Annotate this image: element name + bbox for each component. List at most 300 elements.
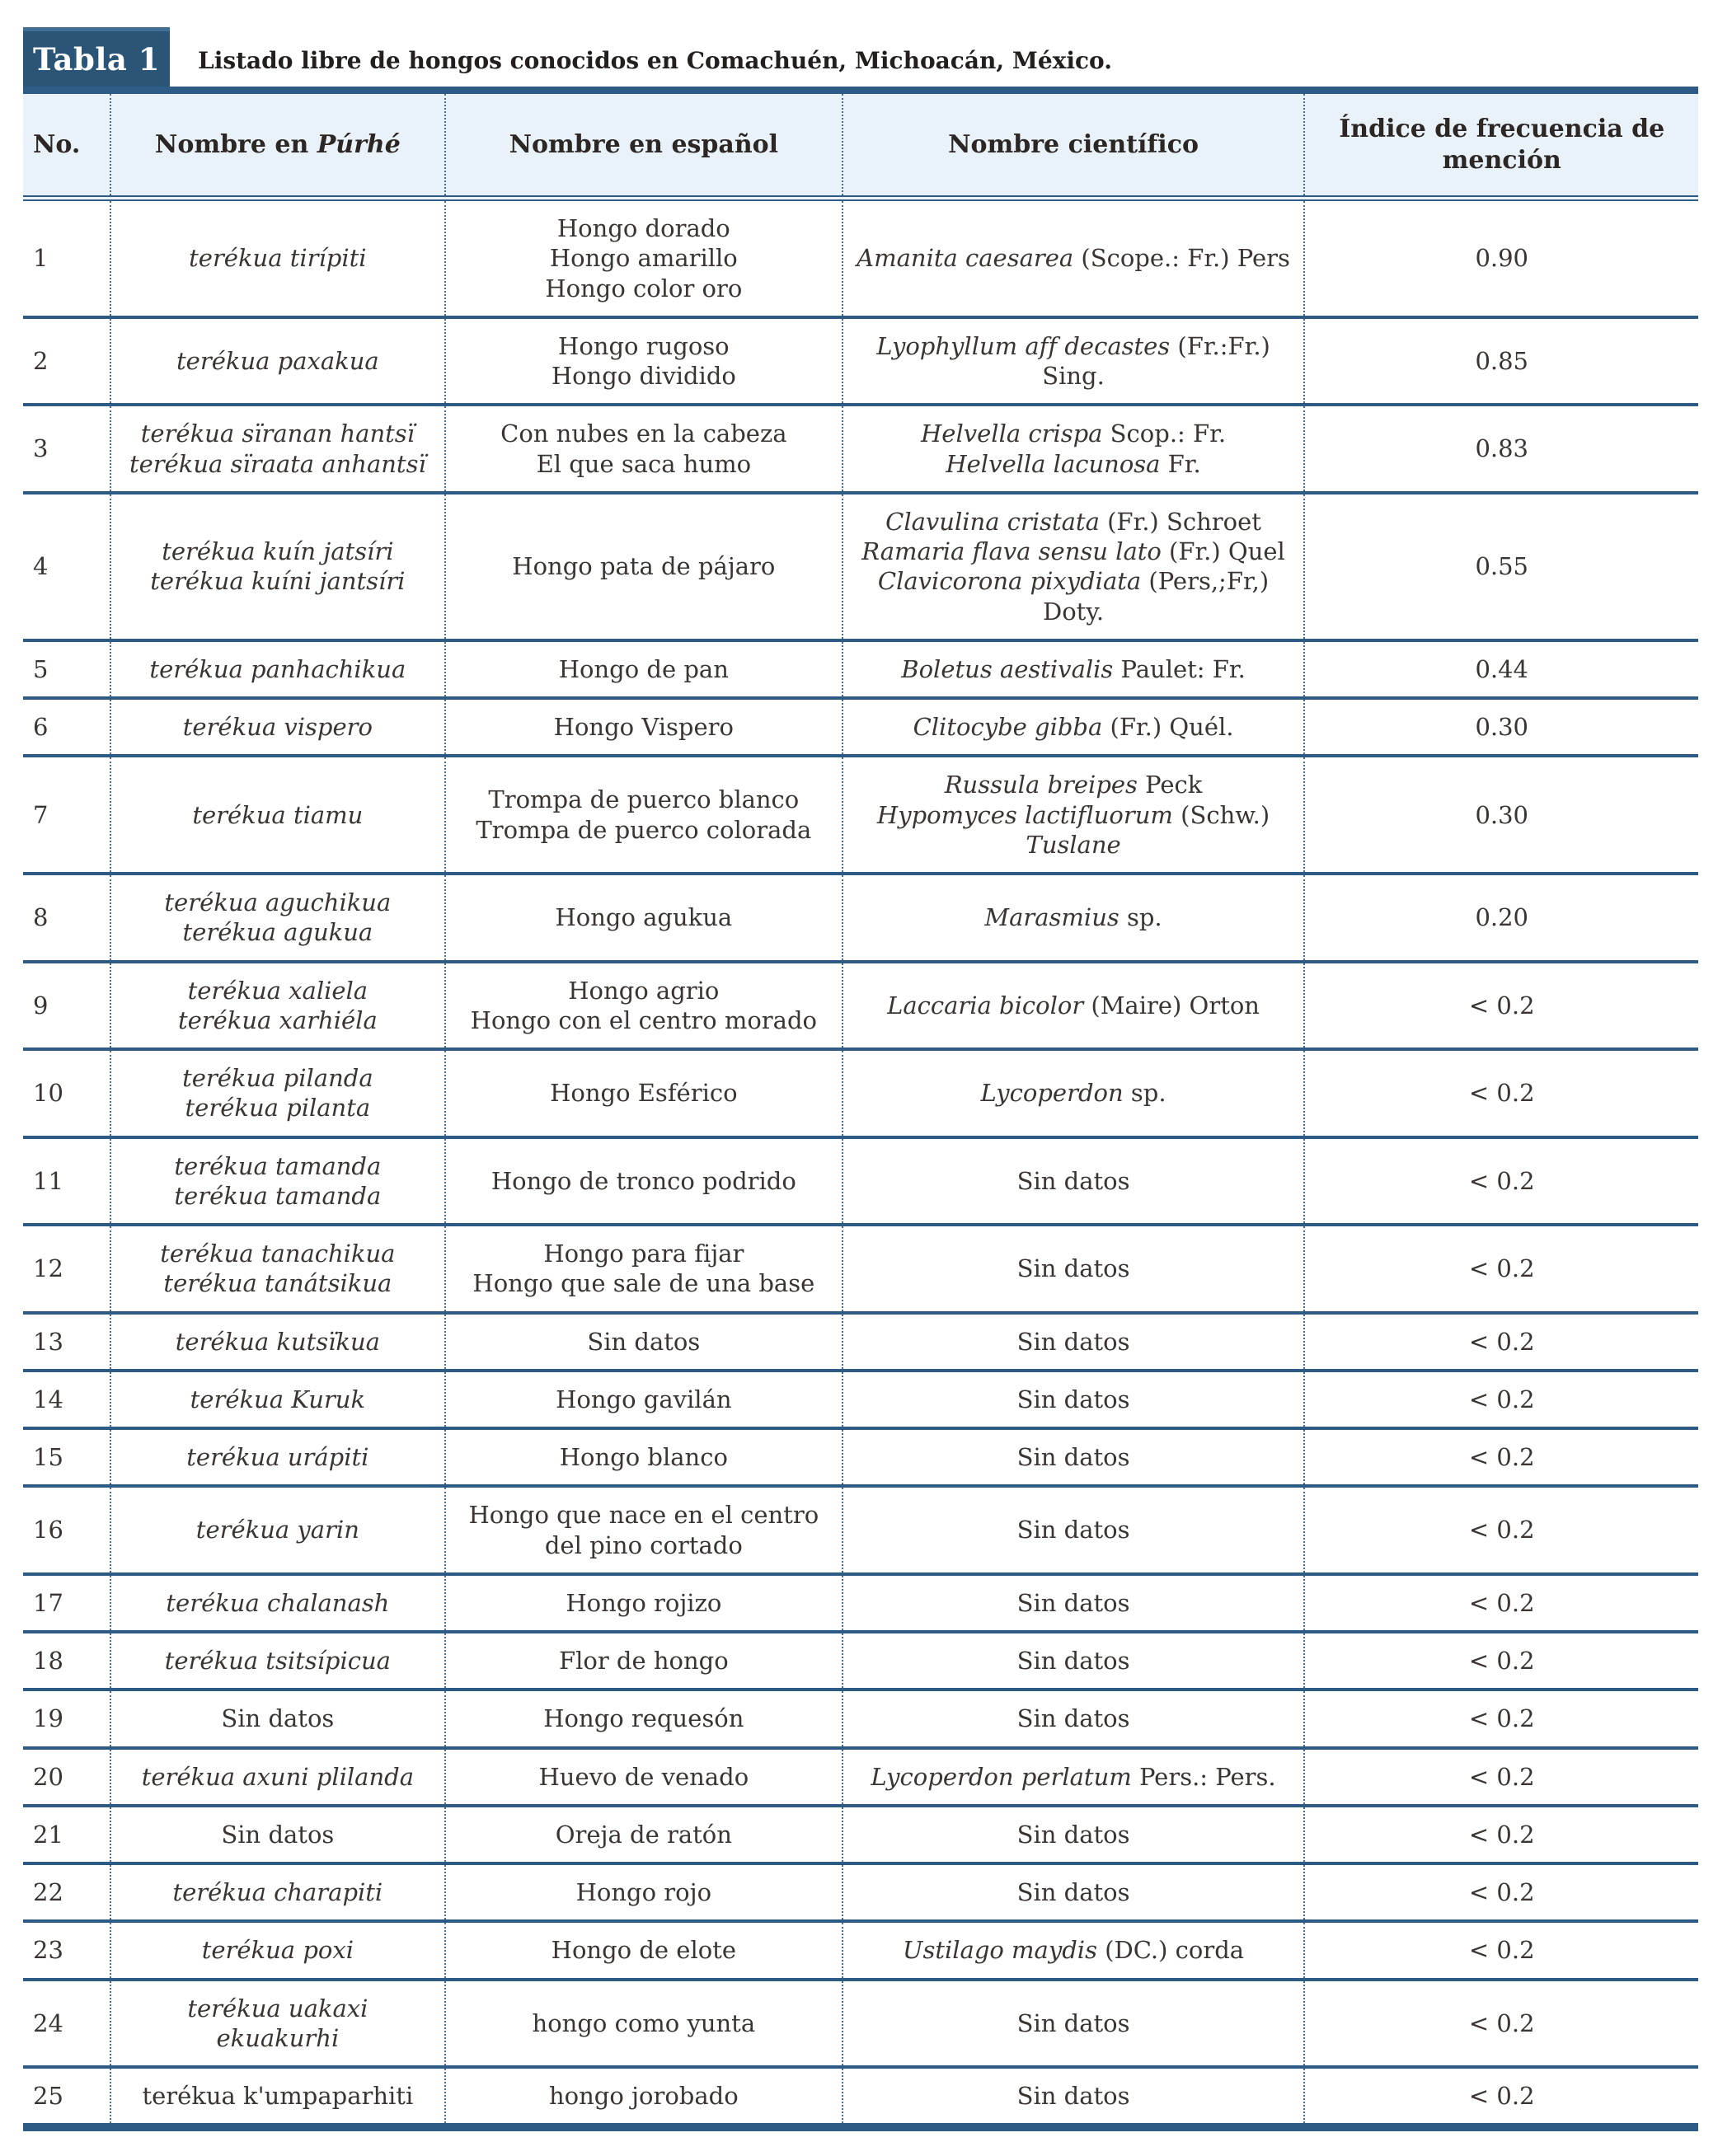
- text-segment: (DC.) corda: [1096, 1936, 1245, 1965]
- cell-line: [123, 888, 433, 917]
- cell-indice: 0.85: [1304, 317, 1698, 405]
- italic-text-segment: terékua poxi: [201, 1936, 354, 1965]
- cell-indice: < 0.2: [1304, 1690, 1698, 1747]
- cell-indice: < 0.2: [1304, 1632, 1698, 1690]
- cell-purhe: [110, 1225, 445, 1313]
- italic-text-segment: Ramaria flava sensu lato: [861, 537, 1162, 565]
- text-segment: Hongo dividido: [551, 362, 736, 390]
- cell-line: [33, 129, 98, 161]
- cell-espanol: [445, 874, 843, 962]
- cell-espanol: [445, 405, 843, 493]
- cell-cientifico: [843, 698, 1305, 756]
- cell-line: [123, 1877, 433, 1907]
- cell-no: 16: [33, 1516, 63, 1544]
- text-segment: Hongo con el centro morado: [470, 1005, 817, 1034]
- cell-line: [458, 1646, 830, 1676]
- cell-line: [123, 346, 433, 376]
- cell-line: [123, 654, 433, 684]
- cell-purhe: [110, 874, 445, 962]
- cell-cientifico: [843, 317, 1305, 405]
- cell-cientifico: [843, 1574, 1305, 1632]
- cell-indice: < 0.2: [1304, 1428, 1698, 1486]
- cell-cientifico: [843, 1428, 1305, 1486]
- cell-no: 2: [33, 346, 49, 375]
- cell-no: 24: [33, 2008, 63, 2037]
- cell-line: [458, 976, 830, 1005]
- text-segment: Hongo agukua: [555, 903, 733, 932]
- cell-line: [855, 1078, 1293, 1108]
- text-segment: sp.: [1119, 903, 1162, 932]
- text-segment: Fr.: [1160, 449, 1201, 478]
- text-segment: Trompa de puerco colorada: [476, 815, 812, 844]
- cell-indice: 0.44: [1304, 640, 1698, 698]
- italic-text-segment: terékua pilanda: [182, 1064, 373, 1092]
- cell-line: [123, 449, 433, 479]
- text-segment: Hongo Vispero: [553, 713, 734, 741]
- text-segment: Hongo Esférico: [550, 1079, 738, 1108]
- cell-purhe: [110, 317, 445, 405]
- cell-no: 6: [33, 713, 49, 741]
- cell-line: [855, 712, 1293, 742]
- cell-line: [123, 1994, 433, 2054]
- cell-espanol: [445, 317, 843, 405]
- cell-cientifico: [843, 1313, 1305, 1371]
- text-segment: Flor de hongo: [558, 1647, 729, 1675]
- cell-line: [458, 1704, 830, 1733]
- cell-no: 22: [33, 1878, 63, 1906]
- cell-cientifico: [843, 1806, 1305, 1863]
- cell-line: [458, 551, 830, 581]
- text-segment: Huevo de venado: [538, 1762, 749, 1791]
- table-row: [23, 1980, 1698, 2068]
- cell-espanol: [445, 1137, 843, 1226]
- cell-espanol: [445, 1371, 843, 1428]
- table-number-label: Tabla 1: [33, 40, 160, 77]
- cell-indice: < 0.2: [1304, 1806, 1698, 1863]
- text-segment: Scop.: Fr.: [1102, 419, 1227, 448]
- cell-espanol: [445, 640, 843, 698]
- cell-line: [123, 2081, 433, 2111]
- cell-line: [458, 2081, 830, 2111]
- text-segment: Sin datos: [1016, 1254, 1130, 1283]
- cell-line: [123, 1151, 433, 1181]
- cell-line: [458, 1588, 830, 1618]
- cell-line: [855, 507, 1293, 537]
- cell-line: [458, 1935, 830, 1965]
- cell-indice: < 0.2: [1304, 2067, 1698, 2127]
- cell-purhe: [110, 405, 445, 493]
- cell-indice: < 0.2: [1304, 962, 1698, 1050]
- cell-cientifico: [843, 1049, 1305, 1137]
- mushroom-names-table: [23, 87, 1698, 2131]
- cell-indice: 0.55: [1304, 493, 1698, 640]
- text-segment: Sin datos: [221, 1704, 335, 1733]
- cell-line: [855, 1442, 1293, 1472]
- text-segment: del pino cortado: [544, 1530, 743, 1559]
- italic-text-segment: terékua tamanda: [174, 1181, 382, 1210]
- cell-line: [855, 537, 1293, 566]
- table-row: [23, 1690, 1698, 1747]
- cell-purhe: [110, 962, 445, 1050]
- italic-text-segment: Laccaria bicolor: [887, 991, 1084, 1019]
- cell-line: [123, 1063, 433, 1093]
- text-segment: Hongo de pan: [558, 654, 729, 683]
- text-segment: hongo como yunta: [532, 2008, 756, 2037]
- cell-line: [855, 770, 1293, 799]
- italic-text-segment: Amanita caesarea: [857, 244, 1074, 273]
- cell-line: [123, 1762, 433, 1792]
- text-segment: (Fr.:Fr.) Sing.: [1042, 331, 1270, 390]
- italic-text-segment: Lyophyllum aff decastes: [876, 331, 1171, 360]
- italic-text-segment: terékua kuín jatsíri: [162, 537, 394, 565]
- text-segment: No.: [33, 129, 81, 159]
- text-segment: (Fr.) Quél.: [1102, 713, 1234, 741]
- cell-line: [123, 1588, 433, 1618]
- cell-line: [855, 129, 1293, 161]
- text-segment: El que saca humo: [536, 449, 752, 478]
- table-row: [23, 874, 1698, 962]
- italic-text-segment: Helvella lacunosa: [946, 449, 1161, 478]
- text-segment: Hongo amarillo: [549, 244, 738, 273]
- table-row: [23, 2067, 1698, 2127]
- cell-line: [1317, 114, 1687, 176]
- cell-line: [855, 902, 1293, 932]
- cell-line: [458, 1166, 830, 1196]
- cell-indice: 0.30: [1304, 698, 1698, 756]
- italic-text-segment: terékua axuni plilanda: [141, 1762, 414, 1791]
- header-row: [23, 91, 1698, 199]
- cell-espanol: [445, 1690, 843, 1747]
- text-segment: (Fr.) Schroet: [1099, 507, 1261, 536]
- cell-indice: < 0.2: [1304, 1371, 1698, 1428]
- cell-line: [123, 566, 433, 596]
- text-segment: Nombre en: [154, 129, 317, 159]
- cell-line: [123, 1515, 433, 1544]
- cell-line: [123, 1820, 433, 1849]
- italic-text-segment: Lycoperdon perlatum: [871, 1762, 1132, 1791]
- italic-text-segment: terékua tamanda: [174, 1151, 382, 1180]
- table-row: [23, 698, 1698, 756]
- cell-no: 11: [33, 1166, 63, 1195]
- text-segment: Pers.: Pers.: [1131, 1762, 1276, 1791]
- cell-espanol: [445, 1632, 843, 1690]
- table-row: [23, 317, 1698, 405]
- text-segment: (Scope.: Fr.) Pers: [1073, 244, 1290, 273]
- cell-espanol: [445, 1806, 843, 1863]
- cell-line: [123, 1385, 433, 1414]
- cell-purhe: [110, 756, 445, 874]
- italic-text-segment: terékua tanátsikua: [163, 1269, 392, 1298]
- cell-espanol: [445, 1980, 843, 2068]
- table-row: [23, 1748, 1698, 1806]
- cell-line: [123, 712, 433, 742]
- cell-line: [123, 800, 433, 830]
- cell-no: 14: [33, 1385, 63, 1413]
- cell-cientifico: [843, 1371, 1305, 1428]
- cell-no: 19: [33, 1704, 63, 1733]
- cell-espanol: [445, 1748, 843, 1806]
- text-segment: sp.: [1123, 1079, 1166, 1108]
- cell-purhe: [110, 1806, 445, 1863]
- column-header-cientifico: [843, 91, 1305, 199]
- italic-text-segment: Marasmius: [984, 903, 1120, 932]
- cell-no: 8: [33, 903, 49, 932]
- text-segment: Hongo color oro: [545, 274, 743, 302]
- italic-text-segment: Clavulina cristata: [885, 507, 1100, 536]
- cell-espanol: [445, 1863, 843, 1921]
- cell-line: [458, 1820, 830, 1849]
- cell-line: [458, 1385, 830, 1414]
- cell-line: [855, 331, 1293, 391]
- table-row: [23, 405, 1698, 493]
- cell-line: [458, 1877, 830, 1907]
- cell-line: [458, 449, 830, 479]
- text-segment: Hongo gavilán: [556, 1385, 732, 1413]
- cell-no: 4: [33, 552, 49, 581]
- cell-no: 13: [33, 1327, 63, 1356]
- cell-line: [458, 815, 830, 845]
- cell-line: [123, 976, 433, 1005]
- cell-cientifico: [843, 1921, 1305, 1979]
- text-segment: Sin datos: [1016, 1516, 1130, 1544]
- italic-text-segment: terékua tsitsípicua: [164, 1647, 391, 1675]
- cell-espanol: [445, 1921, 843, 1979]
- cell-line: [855, 654, 1293, 684]
- italic-text-segment: Helvella crispa: [921, 419, 1103, 448]
- cell-no: 12: [33, 1254, 63, 1283]
- cell-purhe: [110, 1313, 445, 1371]
- column-header-espanol: [445, 91, 843, 199]
- text-segment: Trompa de puerco blanco: [488, 785, 800, 814]
- cell-no: 15: [33, 1443, 63, 1471]
- table-row: [23, 1371, 1698, 1428]
- cell-line: [123, 1327, 433, 1357]
- text-segment: Hongo dorado: [556, 214, 730, 242]
- cell-line: [123, 1093, 433, 1123]
- column-header-purhe: [110, 91, 445, 199]
- text-segment: Hongo que sale de una base: [472, 1269, 815, 1298]
- italic-text-segment: Lycoperdon: [980, 1079, 1124, 1108]
- text-segment: Oreja de ratón: [555, 1820, 732, 1849]
- cell-no: 10: [33, 1079, 63, 1108]
- table-row: [23, 1863, 1698, 1921]
- cell-line: [458, 129, 830, 161]
- cell-no: 1: [33, 244, 49, 273]
- cell-indice: 0.20: [1304, 874, 1698, 962]
- cell-espanol: [445, 698, 843, 756]
- cell-purhe: [110, 1371, 445, 1428]
- cell-indice: < 0.2: [1304, 1921, 1698, 1979]
- cell-line: [855, 1327, 1293, 1357]
- cell-espanol: [445, 1049, 843, 1137]
- cell-no: 23: [33, 1936, 63, 1965]
- cell-espanol: [445, 199, 843, 317]
- cell-line: [123, 1268, 433, 1298]
- cell-line: [855, 1820, 1293, 1849]
- cell-line: [123, 1935, 433, 1965]
- table-row: [23, 1225, 1698, 1313]
- text-segment: Sin datos: [1016, 1443, 1130, 1471]
- table-row: [23, 1486, 1698, 1574]
- italic-text-segment: terékua tirípiti: [189, 244, 367, 273]
- cell-line: [855, 1935, 1293, 1965]
- cell-line: [458, 1268, 830, 1298]
- cell-line: [855, 800, 1293, 830]
- italic-text-segment: terékua tanachikua: [160, 1240, 396, 1268]
- text-segment: Sin datos: [1016, 1878, 1130, 1906]
- cell-no: 21: [33, 1820, 63, 1849]
- column-header-no: [23, 91, 110, 199]
- cell-cientifico: [843, 1863, 1305, 1921]
- cell-indice: < 0.2: [1304, 1980, 1698, 2068]
- cell-line: [458, 1005, 830, 1035]
- italic-text-segment: terékua vispero: [182, 713, 373, 741]
- cell-line: [123, 1442, 433, 1472]
- text-segment: Sin datos: [587, 1327, 701, 1356]
- cell-line: [123, 537, 433, 566]
- table-number-tab: [23, 27, 170, 87]
- cell-line: [458, 274, 830, 303]
- cell-espanol: [445, 962, 843, 1050]
- text-segment: Índice de frecuencia de mención: [1339, 115, 1665, 175]
- cell-indice: < 0.2: [1304, 1486, 1698, 1574]
- cell-cientifico: [843, 199, 1305, 317]
- table-row: [23, 1574, 1698, 1632]
- table-row: [23, 199, 1698, 317]
- cell-purhe: [110, 1049, 445, 1137]
- cell-line: [458, 1500, 830, 1530]
- text-segment: Sin datos: [1016, 1166, 1130, 1195]
- cell-indice: < 0.2: [1304, 1863, 1698, 1921]
- cell-espanol: [445, 756, 843, 874]
- cell-line: [458, 331, 830, 361]
- cell-indice: < 0.2: [1304, 1225, 1698, 1313]
- table-row: [23, 756, 1698, 874]
- text-segment: Hongo para fijar: [543, 1240, 744, 1268]
- cell-line: [855, 2081, 1293, 2111]
- cell-line: [123, 129, 433, 161]
- italic-text-segment: terékua panhachikua: [149, 654, 406, 683]
- table-caption-band: [23, 27, 1698, 87]
- cell-cientifico: [843, 1690, 1305, 1747]
- italic-text-segment: terékua kutsïkua: [175, 1327, 380, 1356]
- cell-line: [123, 1704, 433, 1733]
- cell-line: [855, 1254, 1293, 1283]
- table-row: [23, 1632, 1698, 1690]
- table-row: [23, 1049, 1698, 1137]
- cell-line: [855, 1515, 1293, 1544]
- cell-purhe: [110, 1748, 445, 1806]
- italic-text-segment: Russula breipes: [944, 771, 1138, 799]
- cell-line: [458, 1762, 830, 1792]
- text-segment: Sin datos: [1016, 1647, 1130, 1675]
- text-segment: Hongo pata de pájaro: [512, 552, 776, 581]
- text-segment: Sin datos: [1016, 1820, 1130, 1849]
- cell-indice: 0.30: [1304, 756, 1698, 874]
- table-header: [23, 91, 1698, 199]
- cell-purhe: [110, 1921, 445, 1979]
- cell-indice: < 0.2: [1304, 1049, 1698, 1137]
- table-row: [23, 1806, 1698, 1863]
- text-segment: Sin datos: [221, 1820, 335, 1849]
- cell-purhe: [110, 1428, 445, 1486]
- italic-text-segment: terékua paxakua: [176, 346, 379, 375]
- italic-text-segment: terékua yarin: [195, 1516, 359, 1544]
- text-segment: Hongo que nace en el centro: [468, 1501, 819, 1530]
- cell-no: 25: [33, 2082, 63, 2110]
- table-row: [23, 1313, 1698, 1371]
- table-row: [23, 1137, 1698, 1226]
- italic-text-segment: Tuslane: [1026, 830, 1121, 859]
- text-segment: Hongo rojizo: [566, 1588, 722, 1617]
- cell-line: [855, 991, 1293, 1020]
- cell-cientifico: [843, 405, 1305, 493]
- italic-text-segment: terékua pilanta: [185, 1094, 371, 1123]
- cell-no: 20: [33, 1762, 63, 1791]
- text-segment: Paulet: Fr.: [1113, 654, 1246, 683]
- cell-line: [123, 917, 433, 947]
- cell-line: [123, 1646, 433, 1676]
- cell-purhe: [110, 493, 445, 640]
- cell-espanol: [445, 1486, 843, 1574]
- cell-line: [855, 1166, 1293, 1196]
- text-segment: Hongo de elote: [551, 1936, 736, 1965]
- cell-purhe: [110, 698, 445, 756]
- italic-text-segment: Clavicorona pixydiata: [877, 567, 1142, 596]
- cell-purhe: [110, 1632, 445, 1690]
- cell-line: [855, 1385, 1293, 1414]
- cell-purhe: [110, 1486, 445, 1574]
- cell-espanol: [445, 1313, 843, 1371]
- cell-indice: < 0.2: [1304, 1313, 1698, 1371]
- italic-text-segment: Hypomyces lactifluorum: [876, 800, 1173, 829]
- cell-cientifico: [843, 640, 1305, 698]
- cell-cientifico: [843, 1486, 1305, 1574]
- text-segment: Peck: [1137, 771, 1203, 799]
- cell-line: [458, 1442, 830, 1472]
- cell-line: [458, 1530, 830, 1560]
- cell-indice: < 0.2: [1304, 1137, 1698, 1226]
- italic-text-segment: terékua kuíni jantsíri: [150, 567, 406, 596]
- cell-line: [855, 830, 1293, 860]
- italic-text-segment: terékua tiamu: [192, 800, 364, 829]
- italic-text-segment: Boletus aestivalis: [901, 654, 1114, 683]
- cell-line: [458, 361, 830, 391]
- cell-indice: < 0.2: [1304, 1748, 1698, 1806]
- table-caption: Listado libre de hongos conocidos en Comachuén, Michoacán, México.: [198, 46, 1112, 74]
- italic-text-segment: terékua urápiti: [186, 1443, 369, 1471]
- text-segment: Hongo agrio: [568, 976, 720, 1005]
- italic-text-segment: Clitocybe gibba: [913, 713, 1103, 741]
- cell-line: [855, 419, 1293, 448]
- italic-text-segment: terékua xarhiéla: [177, 1005, 378, 1034]
- cell-no: 7: [33, 800, 49, 829]
- cell-line: [855, 1704, 1293, 1733]
- table-row: [23, 962, 1698, 1050]
- italic-text-segment: terékua Kuruk: [190, 1385, 366, 1413]
- cell-line: [855, 449, 1293, 479]
- cell-espanol: [445, 1225, 843, 1313]
- cell-line: [123, 419, 433, 448]
- text-segment: (Schw.): [1172, 800, 1270, 829]
- cell-no: 17: [33, 1588, 63, 1617]
- text-segment: Sin datos: [1016, 1588, 1130, 1617]
- text-segment: Sin datos: [1016, 2008, 1130, 2037]
- cell-cientifico: [843, 1632, 1305, 1690]
- text-segment: Hongo de tronco podrido: [491, 1166, 796, 1195]
- text-segment: hongo jorobado: [548, 2082, 739, 2110]
- italic-text-segment: terékua sïranan hantsï: [140, 419, 415, 448]
